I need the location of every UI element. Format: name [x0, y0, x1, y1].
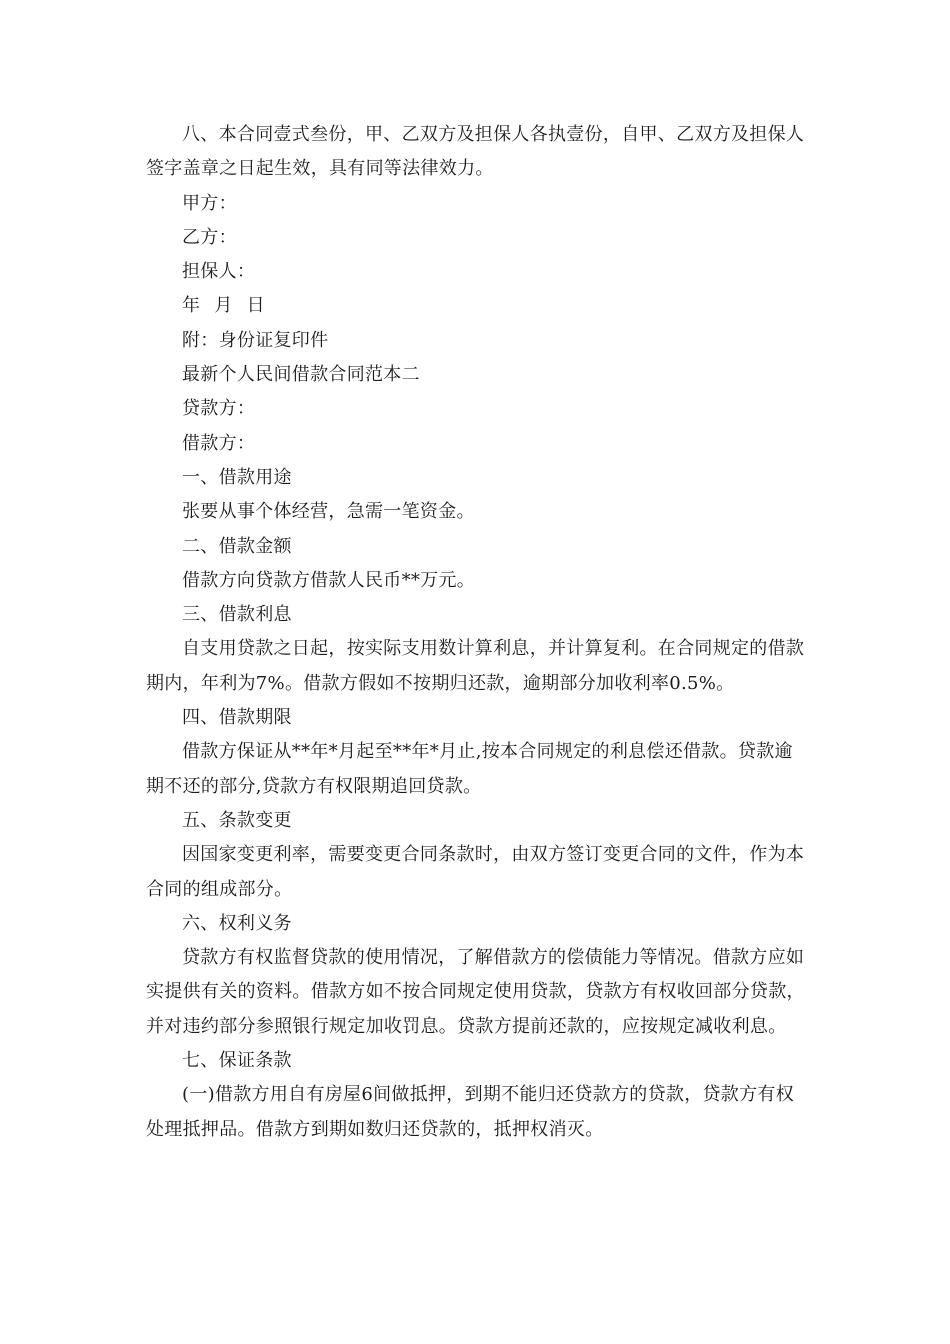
- party-b-label: 乙方：: [182, 226, 237, 248]
- section-1-heading: 一、借款用途: [182, 466, 292, 488]
- section-7-body-1: (一)借款方用自有房屋6间做抵押，到期不能归还贷款方的贷款，贷款方有权处理抵押品。借款方到期如数归还贷款的，抵押权消灭。: [146, 1084, 794, 1140]
- document-body: [146, 118, 810, 1147]
- section-3-body: 自支用贷款之日起，按实际支用数计算利息，并计算复利。在合同规定的借款期内，年利为7%。借款方假如不按期归还款，逾期部分加收利率0.5%。: [146, 638, 805, 694]
- date-month: 月: [214, 295, 233, 317]
- date-day: 日: [246, 295, 265, 317]
- borrower-label: 借款方：: [182, 432, 256, 454]
- section-4-body: 借款方保证从**年*月起至**年*月止,按本合同规定的利息偿还借款。贷款逾期不还的部分,贷款方有权限期追回贷款。: [146, 741, 793, 797]
- attachment-note: 附：身份证复印件: [182, 329, 329, 351]
- clause-8-paragraph: 八、本合同壹式叁份，甲、乙双方及担保人各执壹份，自甲、乙双方及担保人签字盖章之日起生效，具有同等法律效力。: [146, 124, 805, 180]
- section-5-body: 因国家变更利率，需要变更合同条款时，由双方签订变更合同的文件，作为本合同的组成部分。: [146, 844, 805, 900]
- section-6-body: 贷款方有权监督贷款的使用情况，了解借款方的偿债能力等情况。借款方应如实提供有关的资料。借款方如不按合同规定使用贷款，贷款方有权收回部分贷款，并对违约部分参照银行规定加收罚息。贷款方提前还款的，应按规定减收利息。: [146, 947, 805, 1037]
- section-4-heading: 四、借款期限: [182, 707, 292, 729]
- section-2-heading: 二、借款金额: [182, 535, 292, 557]
- party-a-label: 甲方：: [182, 192, 237, 214]
- section-5-heading: 五、条款变更: [182, 809, 292, 831]
- date-year: 年: [182, 295, 201, 317]
- section-1-body: 张要从事个体经营，急需一笔资金。: [182, 501, 475, 523]
- contract-2-title: 最新个人民间借款合同范本二: [182, 364, 420, 386]
- section-7-heading: 七、保证条款: [182, 1050, 292, 1072]
- signature-date-line: [146, 289, 810, 323]
- lender-label: 贷款方：: [182, 398, 256, 420]
- section-6-heading: 六、权利义务: [182, 912, 292, 934]
- section-3-heading: 三、借款利息: [182, 604, 292, 626]
- guarantor-label: 担保人：: [182, 261, 256, 283]
- section-2-body: 借款方向贷款方借款人民币**万元。: [182, 569, 476, 591]
